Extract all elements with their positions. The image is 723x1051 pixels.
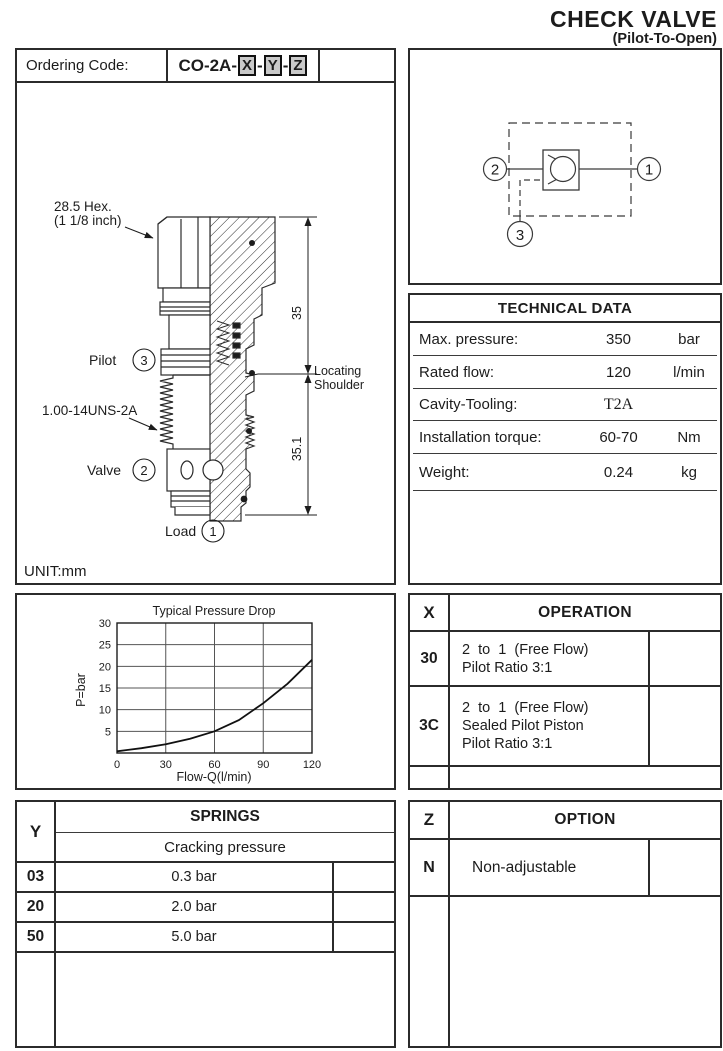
empty-cell — [650, 687, 720, 765]
springs-value: 5.0 bar — [56, 923, 334, 951]
operation-line: Sealed Pilot Piston — [462, 718, 584, 734]
chart-xlabel: Flow-Q(l/min) — [176, 770, 252, 784]
locating-shoulder-label-line2: Shoulder — [314, 378, 365, 392]
y-tick-label: 20 — [98, 661, 111, 674]
empty-cell — [334, 923, 394, 951]
option-row-n — [410, 840, 720, 897]
pilot-port-number: 3 — [140, 353, 148, 368]
tech-label: Weight: — [419, 463, 470, 481]
thread-label: 1.00-14UNS-2A — [42, 403, 138, 418]
chart-plot-area — [99, 618, 321, 771]
springs-code: 20 — [17, 893, 54, 923]
y-tick-label: 25 — [98, 639, 111, 652]
operation-row-30 — [410, 632, 720, 687]
empty-cell — [334, 863, 394, 891]
tech-unit: kg — [681, 463, 697, 481]
springs-title: SPRINGS — [56, 802, 394, 833]
x-tick-label: 60 — [208, 759, 221, 771]
x-tick-label: 120 — [302, 759, 322, 771]
tech-value: 350 — [605, 330, 632, 348]
load-port-number: 1 — [209, 524, 217, 539]
operation-key-column: X — [410, 595, 450, 630]
tech-unit: Nm — [677, 428, 701, 446]
empty-cell — [450, 897, 720, 1046]
valve-label: Valve — [87, 462, 121, 478]
springs-panel — [15, 800, 396, 1048]
empty-cell — [334, 893, 394, 921]
tech-label: Rated flow: — [419, 363, 495, 381]
operation-line: Pilot Ratio 3:1 — [462, 659, 553, 676]
operation-header — [410, 595, 720, 632]
ordering-code-label: Ordering Code: — [17, 50, 168, 81]
operation-panel — [408, 593, 722, 790]
ordering-code-value — [168, 50, 320, 81]
hex-label-line1: 28.5 Hex. — [54, 199, 112, 214]
hex-label-line2: (1 1/8 inch) — [54, 213, 122, 228]
chart-title: Typical Pressure Drop — [152, 604, 276, 618]
springs-value: 2.0 bar — [56, 893, 334, 921]
chart-ylabel: P=bar — [74, 673, 88, 707]
pressure-drop-chart-panel — [15, 593, 396, 790]
tech-unit: l/min — [673, 363, 705, 381]
option-empty-row — [410, 897, 720, 1046]
tech-row-rated-flow — [413, 356, 717, 389]
springs-main-column — [56, 802, 394, 1046]
technical-data-title: TECHNICAL DATA — [410, 295, 720, 323]
locating-shoulder-label-line1: Locating — [314, 364, 362, 378]
springs-empty-row — [56, 953, 394, 1046]
empty-cell — [410, 767, 450, 788]
tech-value: 0.24 — [603, 463, 634, 481]
hydraulic-symbol-schematic — [410, 50, 720, 283]
tech-label: Installation torque: — [419, 428, 542, 446]
ordering-code-row — [17, 50, 394, 83]
tech-label: Cavity-Tooling: — [419, 396, 518, 413]
y-tick-label: 30 — [98, 618, 111, 630]
y-tick-label: 10 — [98, 704, 111, 717]
operation-line: 2 to 1 (Free Flow) — [462, 641, 589, 658]
ordering-code-sep2: - — [282, 55, 289, 75]
tech-row-cavity-tooling — [413, 389, 717, 421]
port2-number: 2 — [490, 161, 500, 179]
operation-description — [450, 632, 650, 685]
drawing-panel — [15, 48, 396, 585]
empty-cell — [450, 767, 720, 788]
operation-code: 30 — [410, 632, 450, 685]
check-valve-poppet — [551, 157, 576, 182]
valve-port-number: 2 — [140, 463, 148, 478]
option-code: N — [410, 840, 450, 895]
ordering-code-y: Y — [264, 55, 282, 76]
operation-empty-row — [410, 767, 720, 788]
operation-title: OPERATION — [538, 603, 632, 621]
option-panel — [408, 800, 722, 1048]
tech-unit: bar — [678, 330, 700, 348]
empty-cell — [17, 953, 54, 1046]
springs-value: 0.3 bar — [56, 863, 334, 891]
option-header — [410, 802, 720, 840]
ordering-code-x: X — [238, 55, 256, 76]
tech-value: 120 — [605, 363, 632, 381]
y-tick-label: 15 — [98, 683, 111, 695]
empty-cell — [650, 840, 720, 895]
x-tick-label: 90 — [257, 759, 270, 771]
valve-body — [158, 217, 275, 521]
port1-number: 1 — [644, 161, 654, 179]
tech-value: T2A — [603, 395, 634, 413]
operation-description — [450, 687, 650, 765]
springs-row-20 — [56, 893, 394, 923]
springs-row-50 — [56, 923, 394, 953]
x-tick-label: 0 — [113, 759, 121, 771]
springs-code: 50 — [17, 923, 54, 953]
dim-35-1-label: 35.1 — [290, 436, 304, 462]
empty-cell — [410, 897, 450, 1046]
y-tick-label: 5 — [104, 726, 111, 739]
technical-data-panel — [408, 293, 722, 585]
dim-35-label: 35 — [290, 306, 304, 320]
operation-line: Pilot Ratio 3:1 — [462, 736, 553, 752]
page-title: CHECK VALVE — [550, 6, 717, 32]
option-title: OPTION — [554, 811, 616, 828]
tech-row-weight — [413, 454, 717, 491]
springs-row-03 — [56, 863, 394, 893]
option-value: Non-adjustable — [450, 840, 650, 895]
page-subtitle: (Pilot-To-Open) — [612, 31, 717, 47]
springs-key: Y — [17, 802, 54, 863]
springs-key-column — [17, 802, 56, 1046]
tech-row-installation-torque — [413, 421, 717, 454]
pressure-drop-chart — [17, 595, 394, 788]
tech-row-max-pressure — [413, 323, 717, 356]
x-tick-label: 30 — [159, 759, 172, 771]
port3-number: 3 — [515, 227, 525, 244]
schematic-panel — [408, 48, 722, 285]
empty-cell — [650, 632, 720, 685]
ordering-code-sep1: - — [257, 55, 263, 75]
operation-row-3c — [410, 687, 720, 767]
valve-cross-section-drawing — [17, 83, 394, 583]
tech-value: 60-70 — [599, 428, 638, 446]
tech-label: Max. pressure: — [419, 330, 519, 348]
operation-line: 2 to 1 (Free Flow) — [462, 700, 589, 716]
load-label: Load — [165, 523, 197, 539]
unit-label: UNIT:mm — [24, 563, 87, 580]
springs-subtitle: Cracking pressure — [56, 833, 394, 863]
operation-code: 3C — [410, 687, 450, 765]
option-key-column: Z — [410, 802, 450, 838]
ordering-code-prefix: CO-2A- — [178, 55, 237, 75]
ordering-code-z: Z — [289, 55, 306, 76]
springs-code: 03 — [17, 863, 54, 893]
pilot-label: Pilot — [89, 352, 117, 368]
